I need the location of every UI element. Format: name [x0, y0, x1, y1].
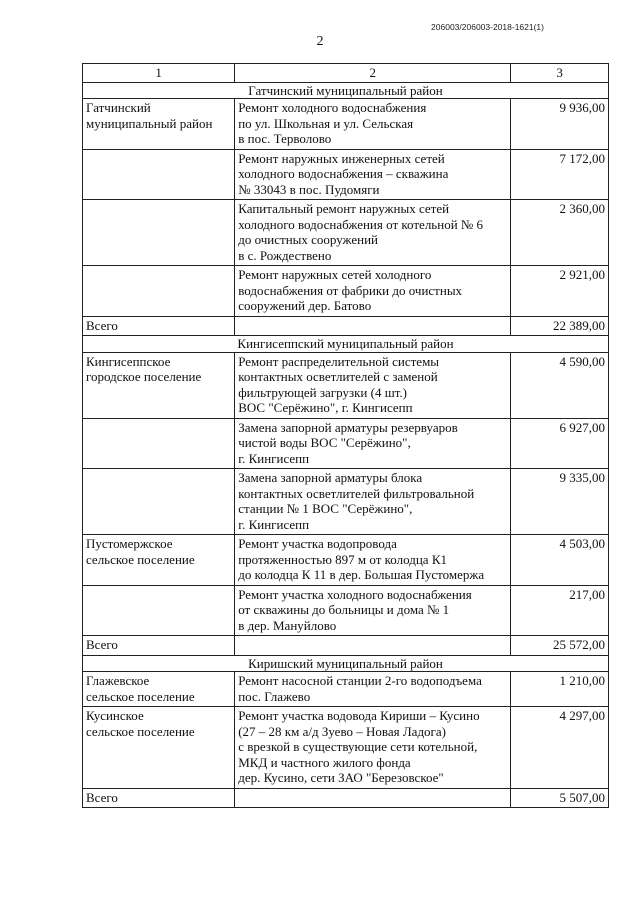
work-line: Ремонт наружных сетей холодного	[238, 267, 432, 282]
total-empty-cell	[235, 316, 511, 336]
total-label: Всего	[83, 788, 235, 808]
total-empty-cell	[235, 636, 511, 656]
work-line: Ремонт участка холодного водоснабжения	[238, 586, 472, 602]
municipality-line: Пустомержское	[86, 536, 173, 551]
work-line: пос. Глажево	[238, 688, 311, 704]
work-line: холодного водоснабжения – скважина	[238, 166, 449, 181]
work-line: ВОС "Серёжино", г. Кингисепп	[238, 400, 413, 415]
total-label: Всего	[83, 316, 235, 336]
work-description-cell	[235, 707, 511, 789]
work-line: до колодца К 11 в дер. Большая Пустомержа	[238, 567, 485, 582]
work-line: контактных осветлителей фильтровальной	[238, 485, 475, 501]
work-line: (27 – 28 км а/д Зуево – Новая Ладога)	[238, 723, 446, 739]
table-row	[83, 418, 609, 469]
total-label: Всего	[83, 636, 235, 656]
work-line: Ремонт наружных инженерных сетей	[238, 150, 445, 166]
municipality-line: Кингисеппское	[86, 353, 171, 369]
table-row	[83, 266, 609, 317]
column-header: 3	[511, 64, 609, 83]
work-line: Капитальный ремонт наружных сетей	[238, 201, 450, 216]
table-row	[83, 469, 609, 535]
municipality-line: Кусинское	[86, 708, 144, 723]
amount-cell: 9 335,00	[511, 469, 609, 535]
municipality-cell	[83, 418, 235, 469]
amount-cell: 9 936,00	[511, 99, 609, 150]
municipality-cell	[83, 352, 235, 418]
work-description-cell	[235, 469, 511, 535]
table-header-row	[83, 64, 609, 83]
table-row	[83, 352, 609, 418]
work-line: до очистных сооружений	[238, 232, 379, 247]
work-line: Замена запорной арматуры резервуаров	[238, 419, 458, 435]
work-description-cell	[235, 266, 511, 317]
work-description-cell	[235, 418, 511, 469]
total-row	[83, 788, 609, 808]
municipality-line: сельское поселение	[86, 723, 195, 739]
municipality-line: Гатчинский	[86, 100, 151, 115]
municipality-cell	[83, 585, 235, 636]
table-row	[83, 535, 609, 586]
district-header-row	[83, 336, 609, 353]
amount-cell: 4 590,00	[511, 352, 609, 418]
table-row	[83, 149, 609, 200]
column-header: 2	[235, 64, 511, 83]
work-line: контактных осветлителей с заменой	[238, 369, 438, 384]
work-line: Ремонт холодного водоснабжения	[238, 100, 427, 115]
work-description-cell	[235, 149, 511, 200]
work-line: дер. Кусино, сети ЗАО "Березовское"	[238, 770, 444, 785]
work-line: фильтрующей загрузки (4 шт.)	[238, 384, 407, 400]
amount-cell: 1 210,00	[511, 672, 609, 707]
amount-cell: 2 360,00	[511, 200, 609, 266]
amount-cell: 7 172,00	[511, 149, 609, 200]
municipality-line: сельское поселение	[86, 688, 195, 704]
municipality-cell	[83, 266, 235, 317]
work-line: Ремонт участка водопровода	[238, 536, 397, 551]
amount-cell: 217,00	[511, 585, 609, 636]
document-id: 206003/206003-2018-1621(1)	[431, 22, 544, 32]
municipality-line: городское поселение	[86, 369, 202, 384]
total-row	[83, 316, 609, 336]
work-description-cell	[235, 535, 511, 586]
municipality-cell	[83, 149, 235, 200]
table-row	[83, 585, 609, 636]
work-line: № 33043 в пос. Пудомяги	[238, 181, 380, 197]
page-number: 2	[316, 34, 324, 49]
municipality-cell	[83, 99, 235, 150]
work-line: г. Кингисепп	[238, 516, 310, 532]
district-header-row	[83, 655, 609, 672]
work-line: Замена запорной арматуры блока	[238, 470, 423, 485]
work-description-cell	[235, 99, 511, 150]
work-line: с врезкой в существующие сети котельной,	[238, 739, 478, 754]
work-line: водоснабжения от фабрики до очистных	[238, 282, 463, 298]
total-amount: 22 389,00	[511, 316, 609, 336]
table-row	[83, 200, 609, 266]
district-header-row	[83, 82, 609, 99]
work-description-cell	[235, 672, 511, 707]
amount-cell: 4 297,00	[511, 707, 609, 789]
amount-cell: 6 927,00	[511, 418, 609, 469]
table-row	[83, 99, 609, 150]
amount-cell: 2 921,00	[511, 266, 609, 317]
municipality-line: сельское поселение	[86, 551, 195, 567]
work-line: в с. Рождествено	[238, 247, 332, 263]
district-name: Кингисеппский муниципальный район	[83, 336, 609, 353]
table-row	[83, 672, 609, 707]
municipality-cell	[83, 469, 235, 535]
total-row	[83, 636, 609, 656]
work-description-cell	[235, 352, 511, 418]
work-line: сооружений дер. Батово	[238, 298, 372, 313]
table-row	[83, 707, 609, 789]
work-description-cell	[235, 200, 511, 266]
work-line: Ремонт насосной станции 2-го водоподъема	[238, 673, 482, 688]
column-header: 1	[83, 64, 235, 83]
work-line: холодного водоснабжения от котельной № 6	[238, 216, 484, 232]
work-line: станции № 1 ВОС "Серёжино",	[238, 501, 413, 516]
work-line: Ремонт участка водовода Кириши – Кусино	[238, 708, 480, 723]
municipality-cell	[83, 200, 235, 266]
municipality-line: Глажевское	[86, 673, 150, 688]
work-line: протяженностью 897 м от колодца К1	[238, 551, 447, 567]
municipality-cell	[83, 707, 235, 789]
total-amount: 5 507,00	[511, 788, 609, 808]
work-line: чистой воды ВОС "Серёжино",	[238, 435, 411, 450]
work-line: в пос. Терволово	[238, 131, 332, 146]
municipality-cell	[83, 672, 235, 707]
work-line: в дер. Мануйлово	[238, 617, 337, 633]
district-name: Киришский муниципальный район	[83, 655, 609, 672]
budget-table	[82, 63, 609, 808]
municipality-cell	[83, 535, 235, 586]
work-line: по ул. Школьная и ул. Сельская	[238, 115, 414, 131]
total-amount: 25 572,00	[511, 636, 609, 656]
work-line: г. Кингисепп	[238, 450, 310, 466]
work-description-cell	[235, 585, 511, 636]
total-empty-cell	[235, 788, 511, 808]
municipality-line: муниципальный район	[86, 115, 213, 131]
work-line: от скважины до больницы и дома № 1	[238, 602, 450, 617]
district-name: Гатчинский муниципальный район	[83, 82, 609, 99]
work-line: Ремонт распределительной системы	[238, 353, 440, 369]
amount-cell: 4 503,00	[511, 535, 609, 586]
work-line: МКД и частного жилого фонда	[238, 754, 411, 770]
